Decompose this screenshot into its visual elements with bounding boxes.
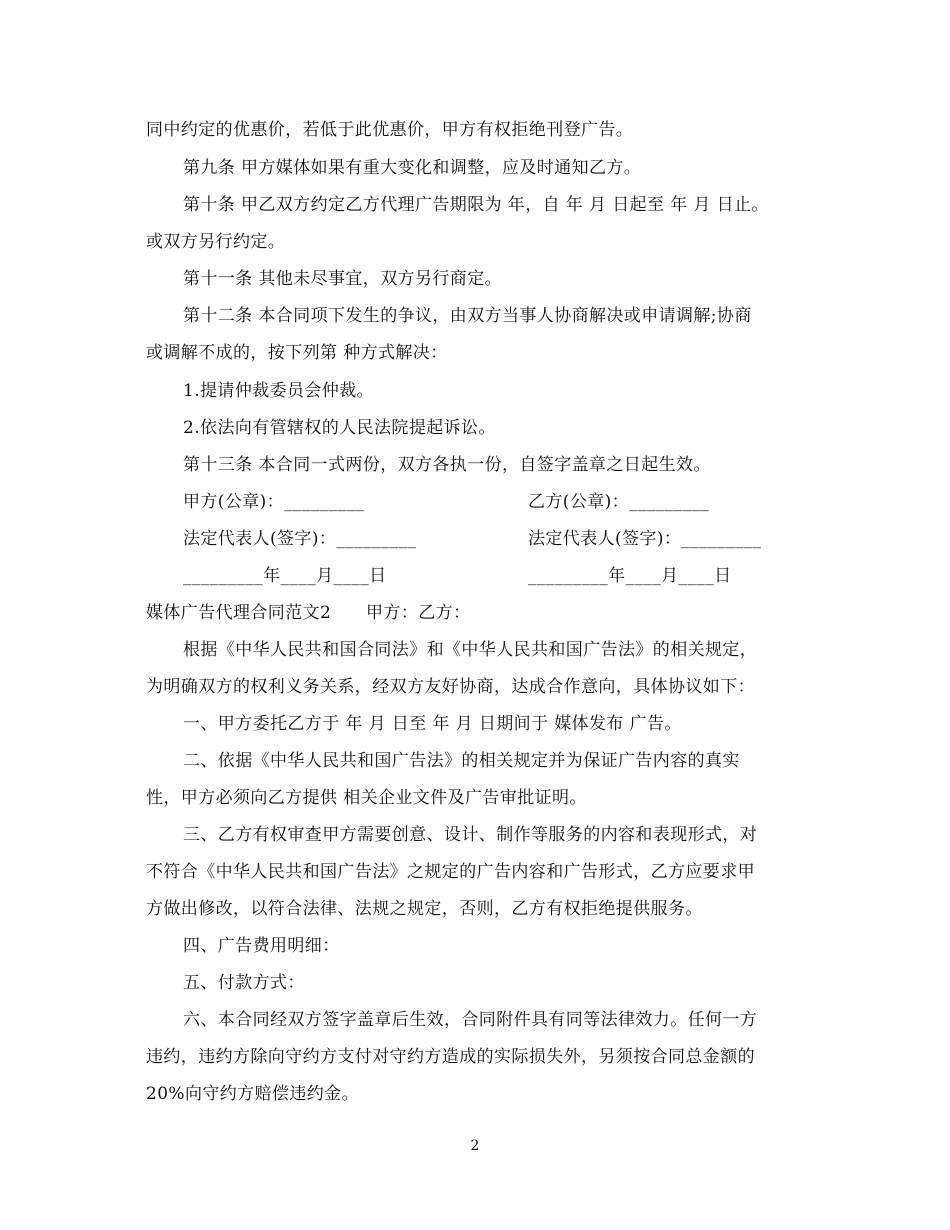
- text-line: 第十一条 其他未尽事宜，双方另行商定。: [183, 269, 503, 289]
- text-line: 或调解不成的，按下列第 种方式解决：: [146, 343, 448, 363]
- text-line: 四、广告费用明细：: [183, 936, 340, 956]
- text-line: 二、依据《中华人民共和国广告法》的相关规定并为保证广告内容的真实: [183, 751, 740, 771]
- text-line: 第九条 甲方媒体如果有重大变化和调整，应及时通知乙方。: [183, 158, 642, 178]
- text-line: 方做出修改，以符合法律、法规之规定，否则，乙方有权拒绝提供服务。: [146, 899, 703, 919]
- party-a-date: _________年____月____日: [183, 566, 387, 586]
- text-line: 一、甲方委托乙方于 年 月 日至 年 月 日期间于 媒体发布 广告。: [183, 714, 682, 734]
- section-heading: 媒体广告代理合同范文2 甲方：乙方：: [146, 603, 471, 623]
- text-line: 六、本合同经双方签字盖章后生效，合同附件具有同等法律效力。任何一方: [183, 1010, 758, 1030]
- text-line: 五、付款方式：: [183, 973, 305, 993]
- text-line: 违约，违约方除向守约方支付对守约方造成的实际损失外，另须按合同总金额的: [146, 1047, 755, 1067]
- party-b-date: _________年____月____日: [528, 566, 732, 586]
- text-line: 20%向守约方赔偿违约金。: [146, 1084, 359, 1104]
- text-line: 或双方另行约定。: [146, 232, 286, 252]
- list-item: 2.依法向有管辖权的人民法院提起诉讼。: [183, 418, 496, 438]
- text-line: 第十条 甲乙双方约定乙方代理广告期限为 年，自 年 月 日起至 年 月 日止。: [183, 195, 769, 215]
- party-a-seal: 甲方(公章)：_________: [183, 492, 365, 512]
- list-item: 1.提请仲裁委员会仲裁。: [183, 381, 375, 401]
- text-line: 第十二条 本合同项下发生的争议，由双方当事人协商解决或申请调解;协商: [183, 306, 752, 326]
- text-line: 为明确双方的权利义务关系，经双方友好协商，达成合作意向，具体协议如下：: [146, 677, 755, 697]
- page-number: 2: [470, 1138, 480, 1154]
- text-line: 性，甲方必须向乙方提供 相关企业文件及广告审批证明。: [146, 788, 587, 808]
- text-line: 不符合《中华人民共和国广告法》之规定的广告内容和广告形式，乙方应要求甲: [146, 862, 755, 882]
- text-line: 三、乙方有权审查甲方需要创意、设计、制作等服务的内容和表现形式，对: [183, 825, 758, 845]
- party-b-seal: 乙方(公章)：_________: [528, 492, 710, 512]
- text-line: 第十三条 本合同一式两份，双方各执一份，自签字盖章之日起生效。: [183, 455, 711, 475]
- party-b-representative: 法定代表人(签字)：_________: [528, 529, 762, 549]
- text-line: 根据《中华人民共和国合同法》和《中华人民共和国广告法》的相关规定，: [183, 640, 758, 660]
- party-a-representative: 法定代表人(签字)：_________: [183, 529, 417, 549]
- text-line: 同中约定的优惠价，若低于此优惠价，甲方有权拒绝刊登广告。: [146, 120, 634, 140]
